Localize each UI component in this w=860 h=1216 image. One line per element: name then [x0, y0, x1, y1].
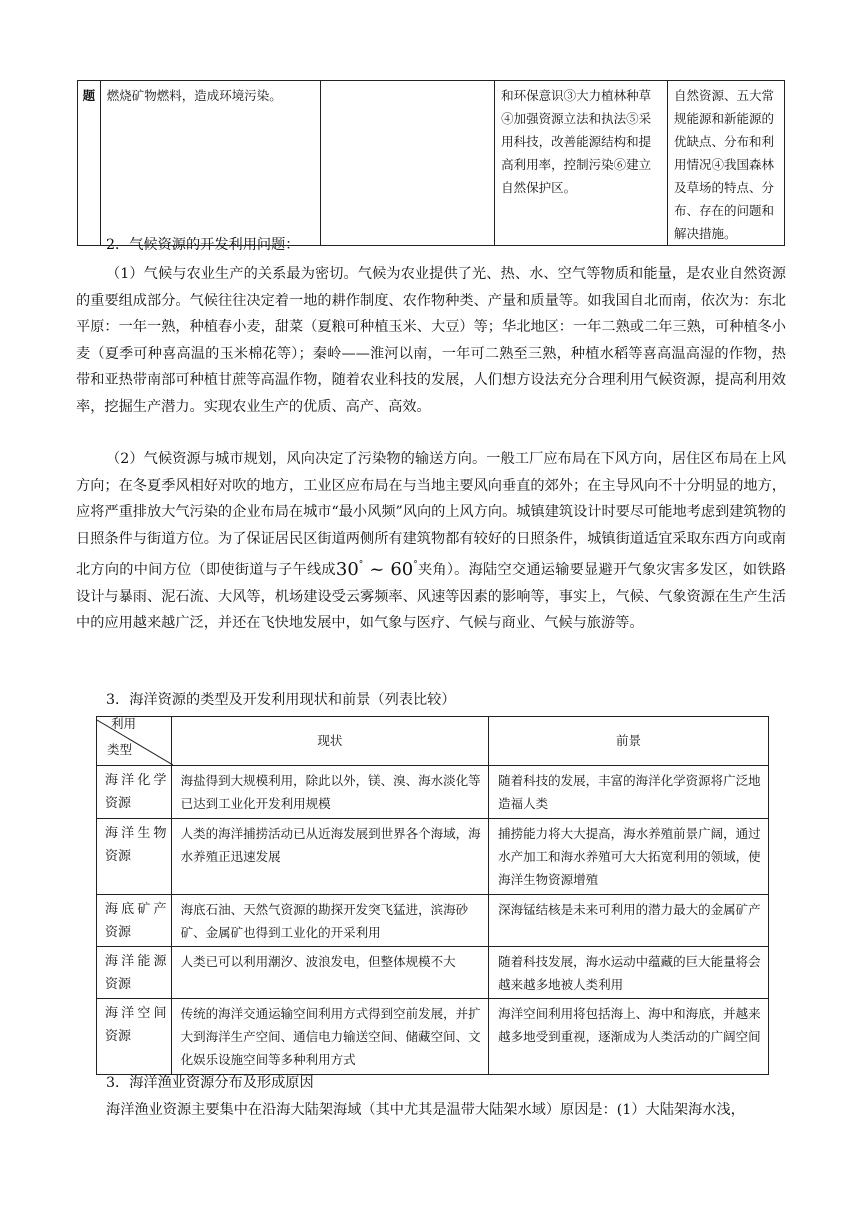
status-cell: 海盐得到大规模利用，除此以外，镁、溴、海水淡化等已达到工业化开发利用规模 — [171, 766, 489, 819]
status-cell: 海底石油、天然气资源的勘探开发突飞猛进，滨海砂矿、金属矿也得到工业化的开采利用 — [171, 895, 489, 947]
angle-range — [336, 559, 418, 580]
table-row — [97, 999, 769, 1075]
angle-from: 30 — [335, 559, 359, 580]
table-header-row — [97, 717, 769, 766]
status-cell: 人类已可以利用潮汐、波浪发电，但整体规模不大 — [171, 947, 489, 999]
resource-type: 海洋生物资源 — [97, 819, 172, 895]
prospect-cell: 深海锰结核是未来可利用的潜力最大的金属矿产 — [489, 895, 769, 947]
degree-mark: ° — [413, 560, 418, 570]
table-row — [78, 81, 785, 246]
column-header-prospect: 前景 — [489, 717, 769, 766]
section-heading: 3．海洋渔业资源分布及形成原因 — [106, 1075, 314, 1091]
table-row — [97, 895, 769, 947]
row-label: 题 — [78, 81, 101, 246]
table-cell: 燃烧矿物燃料，造成环境污染。 — [100, 81, 320, 246]
table-cell: 自然资源、五大常规能源和新能源的优缺点、分布和利用情况④我国森林及草场的特点、分布、存在的问题和解决措施。 — [668, 81, 785, 246]
status-cell: 传统的海洋交通运输空间利用方式得到空前发展，并扩大到海洋生产空间、通信电力输送空间、储藏空间、文化娱乐设施空间等多种利用方式 — [171, 999, 489, 1075]
prospect-cell: 捕捞能力将大大提高，海水养殖前景广阔，通过水产加工和海水养殖可大大拓宽利用的领域，使海洋生物资源增殖 — [489, 819, 769, 895]
paragraph-fishery: 海洋渔业资源主要集中在沿海大陆架海域（其中尤其是温带大陆架水域）原因是：(1）大陆架海水浅， — [106, 1102, 745, 1118]
section-heading: 2．气候资源的开发利用问题： — [106, 237, 300, 253]
paragraph-climate-urban-planning — [76, 446, 786, 637]
prospect-cell: 随着科技的发展，丰富的海洋化学资源将广泛地造福人类 — [489, 766, 769, 819]
section-heading: 3．海洋资源的类型及开发利用现状和前景（列表比较） — [106, 692, 456, 708]
paragraph-climate-agriculture: （1）气候与农业生产的关系最为密切。气候为农业提供了光、热、水、空气等物质和能量，是农业自然资源的重要组成部分。气候往往决定着一地的耕作制度、农作物种类、产量和质量等。如我国自北而南，依次为：东北平原：一年一熟，种植春小麦，甜菜（夏粮可种植玉米、大豆）等；华北地区：一年二熟或二年三熟，可种植冬小麦（夏季可种喜高温的玉米棉花等）；秦岭——淮河以南，一年可二熟至三熟，种植水稻等喜高温高湿的作物，热带和亚热带南部可种植甘蔗等高温作物，随着农业科技的发展，人们想方设法充分合理利用气候资源，提高利用效率，挖掘生产潜力。实现农业生产的优质、高产、高效。 — [76, 266, 786, 415]
status-cell: 人类的海洋捕捞活动已从近海发展到世界各个海域，海水养殖正迅速发展 — [171, 819, 489, 895]
corner-top-label: 利用 — [111, 716, 137, 731]
resource-type: 海洋能源资源 — [97, 947, 172, 999]
table-cell — [321, 81, 495, 246]
prospect-cell: 随着科技发展，海水运动中蕴藏的巨大能量将会越来越多地被人类利用 — [489, 947, 769, 999]
column-header-status: 现状 — [171, 717, 489, 766]
table-row — [97, 819, 769, 895]
paragraph-text: （2）气候资源与城市规划，风向决定了污染物的输送方向。一般工厂应布局在下风方向，居住区布局在上风方向；在冬夏季风相好对吹的地方，工业区应布局在与当地主要风向垂直的郊外；在主导风向不十分明显的地方，应将严重排放大气污染的企业布局在城市“最小风频”风向的上风方向。城镇建筑设计时要尽可能地考虑到建筑物的日照条件与街道方位。为了保证居民区街道两侧所有建筑物都有较好的日照条件，城镇街道适宜采取东西方向或南北方向的中间方位（即使街道与子午线成 — [76, 451, 786, 578]
degree-mark: ° — [358, 560, 364, 570]
paragraph-text: 夹角）。海陆空交通运输要显避开气象灾害多发区，如铁路设计与暴雨、泥石流、大风等，机场建设受云雾频率、风速等因素的影响等，事实上，气候、气象资源在生产生活中的应用越来越广泛，并还在飞快地发展中，如气象与医疗、气候与商业、气候与旅游等。 — [76, 562, 786, 631]
resource-type: 海底矿产资源 — [97, 895, 172, 947]
angle-to: 60 — [390, 559, 414, 580]
table-row — [97, 947, 769, 999]
resource-type: 海洋化学资源 — [97, 766, 172, 819]
diagonal-header-cell — [97, 717, 172, 766]
prospect-cell: 海洋空间利用将包括海上、海中和海底，并越来越多地受到重视，逐渐成为人类活动的广阔空间 — [489, 999, 769, 1075]
table-row — [97, 766, 769, 819]
angle-separator: ~ — [363, 559, 391, 580]
resource-type: 海洋空间资源 — [97, 999, 172, 1075]
ocean-resources-table — [96, 716, 769, 1075]
table-cell: 和环保意识③大力植林种草④加强资源立法和执法⑤采用科技，改善能源结构和提高利用率，控制污染⑥建立自然保护区。 — [495, 81, 668, 246]
resource-problem-table — [77, 80, 785, 246]
corner-bottom-label: 类型 — [107, 742, 133, 757]
